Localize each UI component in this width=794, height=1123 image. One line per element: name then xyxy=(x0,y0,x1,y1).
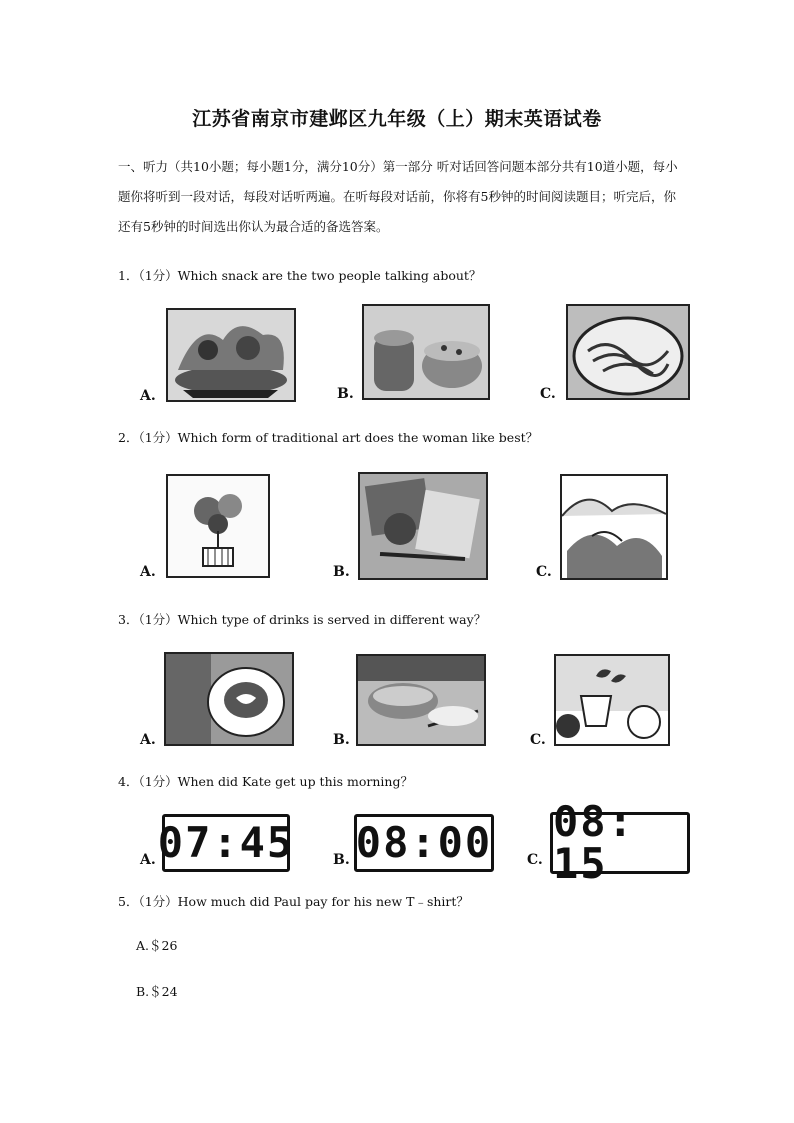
landscape-painting-picture xyxy=(560,474,668,580)
digital-clock xyxy=(157,814,295,872)
digital-clock xyxy=(354,814,494,872)
question-4-options: A. 07:45 B. 08:00 C. 08: 15 xyxy=(0,808,794,908)
question-2: 2．（1分）Which form of traditional art does the woman like best？ xyxy=(118,430,539,445)
rice-cakes-picture xyxy=(362,304,490,400)
paper-cutting-picture xyxy=(358,472,488,580)
exam-title: 江苏省南京市建邺区九年级（上）期末英语试卷 xyxy=(192,108,602,130)
question-number: 1． xyxy=(118,268,139,283)
question-text: Which type of drinks is served in different way？ xyxy=(177,612,487,627)
question-1 xyxy=(118,266,481,284)
question-3-options: A. B. C. xyxy=(0,648,794,748)
tea-pot-picture xyxy=(356,654,486,746)
question-4: 4．（1分）When did Kate get up this morning？ xyxy=(118,774,413,789)
question-5: 5．（1分）How much did Paul pay for his new T﹣shirt？ xyxy=(118,894,469,909)
flower-painting-picture xyxy=(166,474,270,578)
question-text: Which form of traditional art does the woman like best？ xyxy=(177,430,539,445)
fried-snack-basket-picture xyxy=(166,308,296,402)
clock-time: 07:45 xyxy=(157,818,295,867)
clock-time: 08: 15 xyxy=(553,797,635,888)
clock-time: 08:00 xyxy=(355,818,493,867)
question-score: （1分） xyxy=(138,268,178,283)
question-3: 3．（1分）Which type of drinks is served in different way？ xyxy=(118,612,487,627)
choice-b[interactable]: B.＄24 xyxy=(136,984,178,999)
question-text: Which snack are the two people talking about？ xyxy=(177,268,482,283)
juice-fruit-picture xyxy=(554,654,670,746)
coffee-cup-picture xyxy=(164,652,294,746)
question-text: How much did Paul pay for his new T﹣shirt？ xyxy=(177,894,469,909)
choice-a[interactable]: A.＄26 xyxy=(136,938,178,953)
question-text: When did Kate get up this morning？ xyxy=(177,774,413,789)
question-2-options: A. B. C. xyxy=(0,468,794,568)
listening-instructions: 一、听力（共10小题；每小题1分，满分10分）第一部分 听对话回答问题本部分共有10道小题，每小题你将听到一段对话，每段对话听两遍。在听每段对话前，你将有5秒钟的时间阅读题目；听完后，你还有5秒钟的时间选出你认为最合适的备选答案。 xyxy=(118,159,678,234)
noodles-bowl-picture xyxy=(566,304,690,400)
digital-clock xyxy=(550,797,690,888)
question-1-options: A. B. C. xyxy=(0,300,794,400)
